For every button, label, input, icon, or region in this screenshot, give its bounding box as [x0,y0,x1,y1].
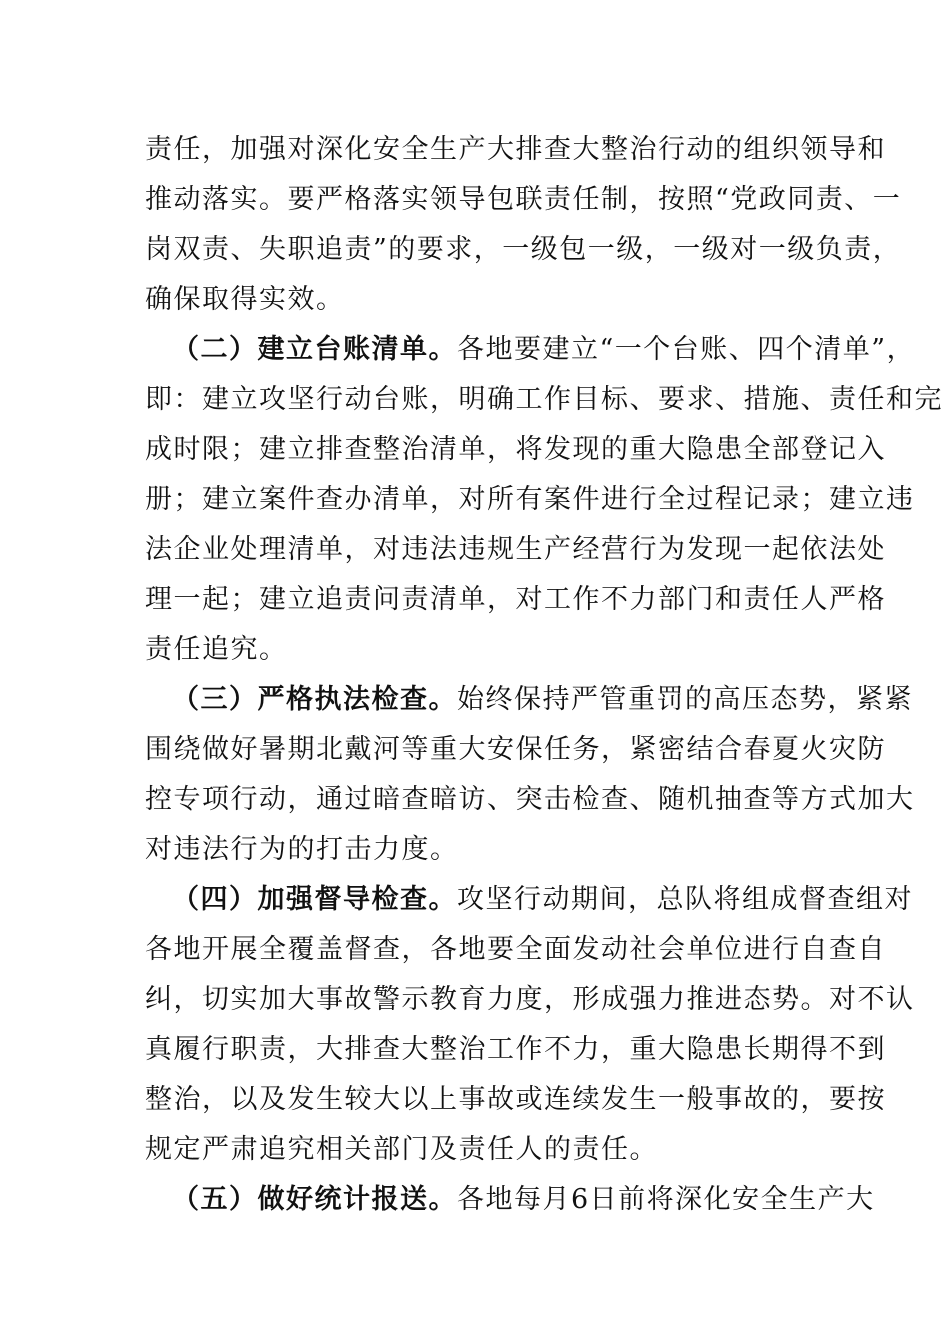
text-line: 围绕做好暑期北戴河等重大安保任务，紧密结合春夏火灾防 [145,734,886,765]
text-line: 成时限；建立排查整治清单，将发现的重大隐患全部登记入 [145,434,886,465]
section-heading: （二）建立台账清单。 [172,334,457,365]
text-span: 各地每月6日前将深化安全生产大 [457,1184,875,1215]
text-line: 即：建立攻坚行动台账，明确工作目标、要求、措施、责任和完 [145,384,943,415]
text-line: 责任追究。 [145,634,288,665]
text-line: 责任，加强对深化安全生产大排查大整治行动的组织领导和 [145,134,886,165]
text-line: 推动落实。要严格落实领导包联责任制，按照“党政同责、一 [145,184,902,215]
section-heading: （五）做好统计报送。 [172,1184,457,1215]
text-line: 对违法行为的打击力度。 [145,834,459,865]
text-span: 攻坚行动期间，总队将组成督查组对 [457,884,913,915]
text-line: 理一起；建立追责问责清单，对工作不力部门和责任人严格 [145,584,886,615]
section-heading: （四）加强督导检查。 [172,884,457,915]
text-line: 确保取得实效。 [145,284,345,315]
text-span: 始终保持严管重罚的高压态势，紧紧 [457,684,913,715]
section-heading: （三）严格执法检查。 [172,684,457,715]
text-span: 各地要建立“一个台账、四个清单”， [457,334,916,365]
paragraph-first-line [172,333,915,367]
text-line: 岗双责、失职追责”的要求，一级包一级，一级对一级负责， [145,234,902,265]
text-line: 法企业处理清单，对违法违规生产经营行为发现一起依法处 [145,534,886,565]
text-line: 真履行职责，大排查大整治工作不力，重大隐患长期得不到 [145,1034,886,1065]
text-line: 册；建立案件查办清单，对所有案件进行全过程记录；建立违 [145,484,915,515]
paragraph-first-line [172,1183,875,1217]
text-line: 规定严肃追究相关部门及责任人的责任。 [145,1134,658,1165]
text-line: 各地开展全覆盖督查，各地要全面发动社会单位进行自查自 [145,934,886,965]
paragraph-first-line [172,883,913,917]
text-line: 控专项行动，通过暗查暗访、突击检查、随机抽查等方式加大 [145,784,915,815]
text-line: 纠，切实加大事故警示教育力度，形成强力推进态势。对不认 [145,984,915,1015]
text-line: 整治，以及发生较大以上事故或连续发生一般事故的，要按 [145,1084,886,1115]
paragraph-first-line [172,683,913,717]
